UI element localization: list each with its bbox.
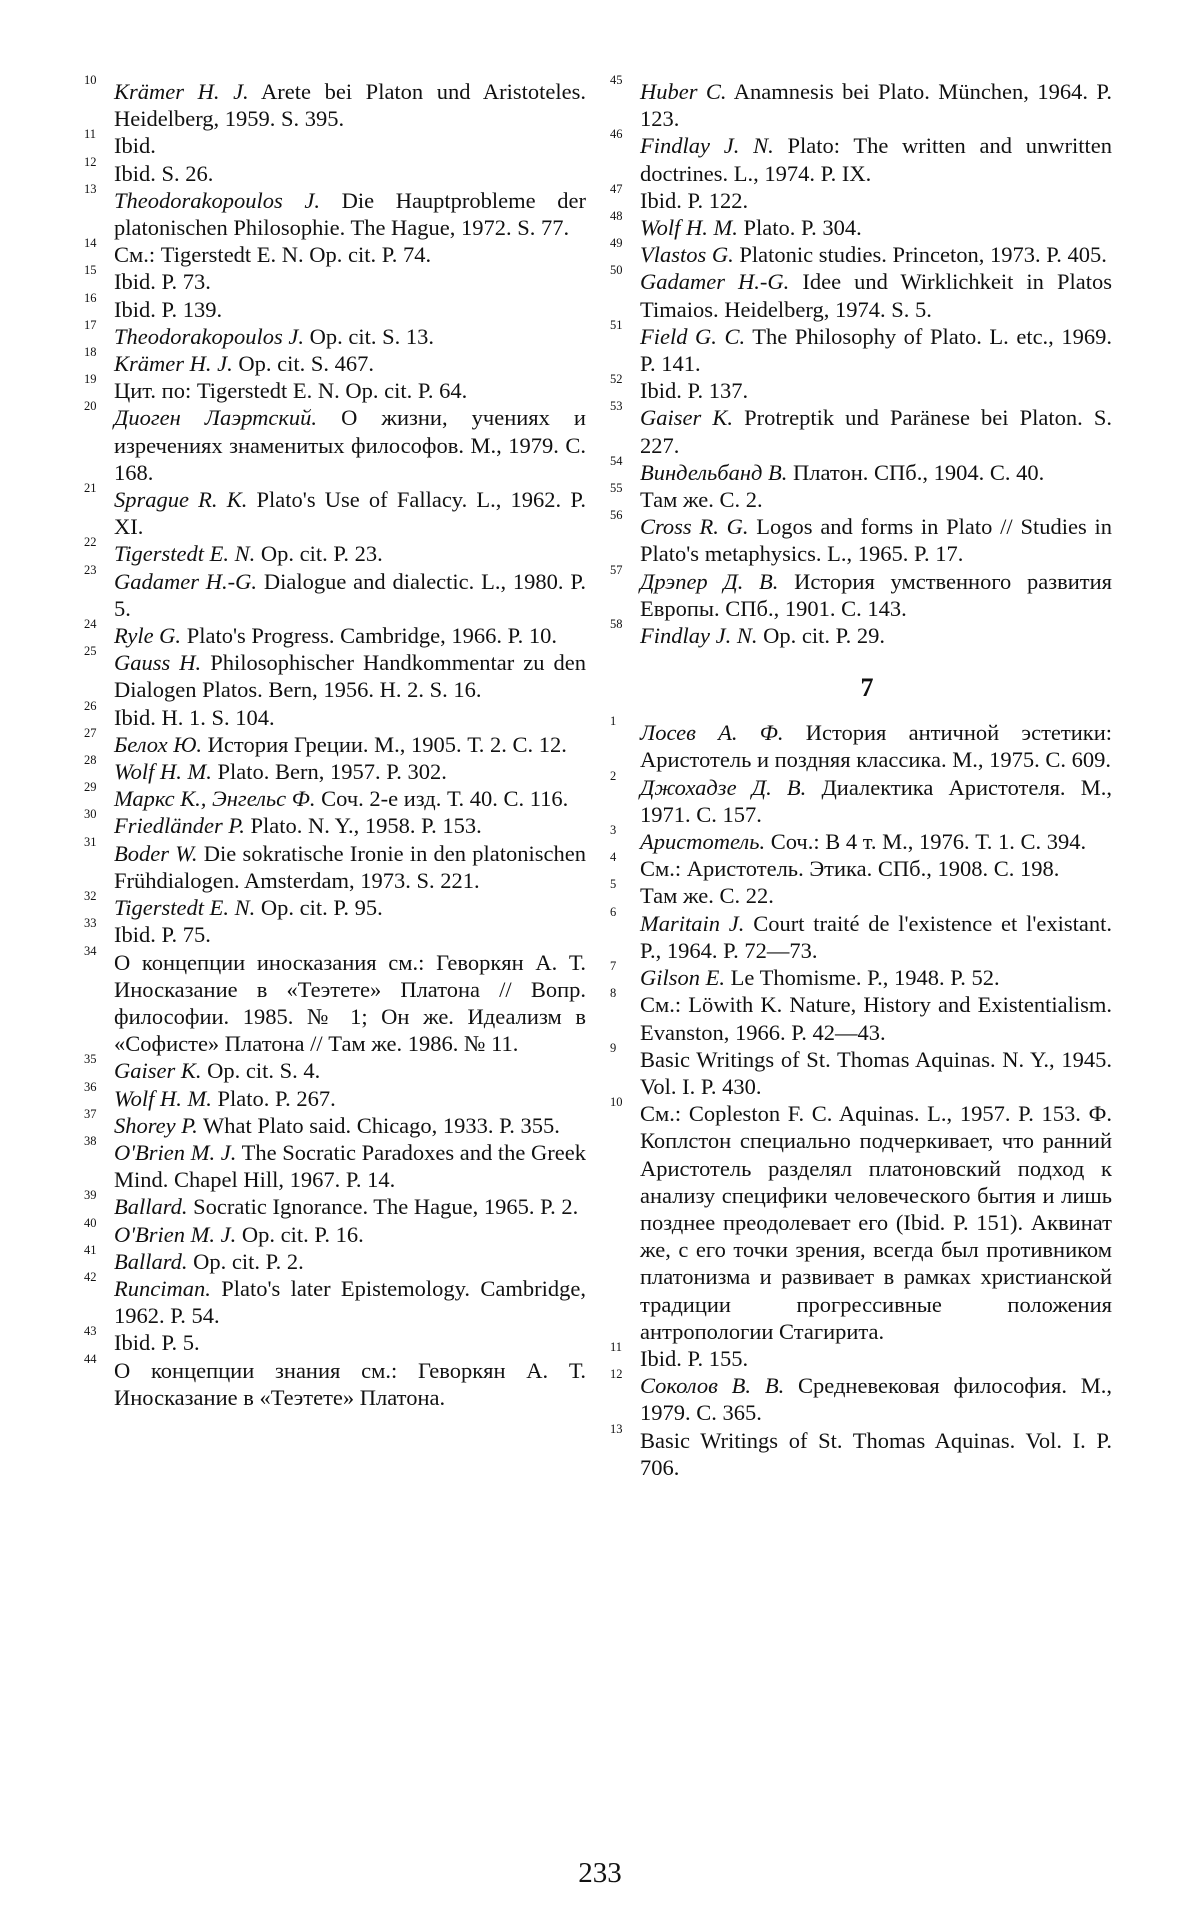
footnote-author: Gaiser K.	[114, 1058, 202, 1084]
footnote-number: 25	[84, 644, 97, 659]
footnote	[610, 372, 1112, 404]
footnote-text: Op. cit. P. 29.	[757, 623, 885, 649]
footnote-number: 42	[84, 1269, 97, 1284]
footnote	[610, 850, 1112, 882]
footnote	[84, 1215, 586, 1248]
footnote-number: 57	[610, 562, 623, 577]
footnote	[84, 916, 586, 948]
footnote	[84, 1106, 586, 1139]
footnote	[610, 399, 1112, 458]
footnote-text: Die Hauptprobleme der platonischen Philosophie. The Hague, 1972. S. 77.	[114, 187, 586, 241]
footnote	[610, 904, 1112, 964]
footnote-text: Socratic Ignorance. The Hague, 1965. P. 2.	[187, 1194, 579, 1220]
footnote	[84, 481, 586, 540]
footnote-text: Die sokratische Ironie in den platonischen Frühdialogen. Amsterdam, 1973. S. 221.	[114, 840, 586, 893]
footnote-number: 20	[84, 399, 97, 414]
footnote-number: 45	[610, 73, 623, 87]
footnote	[84, 889, 586, 921]
footnote	[84, 644, 586, 703]
footnote-number: 27	[84, 725, 97, 740]
footnote-text: Plato. N. Y., 1958. P. 153.	[244, 813, 482, 839]
footnote-author: Sprague R. K.	[114, 487, 248, 513]
footnote-text: Op. cit. S. 13.	[304, 323, 435, 349]
footnote	[610, 481, 1112, 513]
footnote-number: 28	[84, 753, 97, 768]
footnote-text: См.: Аристотель. Этика. СПб., 1908. С. 198.	[640, 856, 1060, 882]
footnote	[84, 73, 586, 132]
footnote-number: 34	[84, 943, 97, 958]
footnote-author: O'Brien M. J.	[114, 1139, 237, 1165]
footnote-author: Maritain J.	[640, 910, 745, 936]
footnote-number: 14	[84, 236, 97, 251]
footnote-text: Соч.: В 4 т. М., 1976. Т. 1. С. 394.	[765, 829, 1087, 855]
footnote-author: Маркс К., Энгельс Ф.	[114, 786, 316, 812]
footnote	[610, 263, 1112, 322]
footnote-number: 39	[84, 1188, 97, 1203]
footnote-text: Там же. С. 2.	[640, 487, 763, 513]
footnote-text: Средневековая философия. М., 1979. С. 365.	[640, 1373, 1113, 1426]
footnote-author: Tigerstedt E. N.	[114, 541, 256, 567]
footnote-author: Krämer H. J.	[114, 79, 249, 104]
footnote-author: Лосев А. Ф.	[640, 720, 784, 746]
footnote	[610, 181, 1112, 214]
footnote-text: Диалектика Аристотеля. М., 1971. С. 157.	[640, 774, 1112, 827]
footnote-number: 13	[610, 1421, 623, 1436]
footnote-text: Plato's Progress. Cambridge, 1966. P. 10.	[181, 623, 557, 649]
footnote-author: Theodorakopoulos J.	[114, 187, 320, 213]
footnote-text: Ibid. H. 1. S. 104.	[114, 704, 275, 730]
footnote-number: 50	[610, 263, 623, 278]
footnote-text: Plato. Bern, 1957. P. 302.	[211, 759, 447, 785]
notes-column-right	[610, 73, 1113, 1481]
footnote-text: Plato's Use of Fallacy. L., 1962. P. XI.	[114, 487, 586, 540]
footnote-author: Findlay J. N.	[640, 133, 774, 159]
footnote-text: The Socratic Paradoxes and the Greek Mind. Chapel Hill, 1967. P. 14.	[114, 1139, 587, 1193]
footnote-text: Ibid. P. 122.	[640, 187, 749, 213]
footnote-author: Wolf H. M.	[640, 215, 738, 241]
footnote-number: 58	[610, 617, 623, 632]
notes-list-chapter-7	[610, 714, 1113, 1481]
footnote-number: 30	[84, 807, 97, 822]
footnote-number: 44	[84, 1351, 97, 1366]
footnote	[84, 1351, 586, 1411]
footnote-text: Ibid. P. 73.	[114, 269, 211, 295]
footnote	[610, 127, 1113, 186]
footnote-number: 33	[84, 916, 97, 931]
footnote-number: 41	[84, 1242, 97, 1257]
footnote-author: Gauss H.	[114, 650, 202, 676]
footnote-text: См.: Löwith K. Nature, History and Existentialism. Evanston, 1966. P. 42—43.	[640, 992, 1112, 1045]
footnote-number: 17	[84, 317, 97, 332]
footnote	[84, 1133, 587, 1193]
footnote	[610, 508, 1112, 567]
footnote	[84, 617, 586, 649]
footnote	[610, 209, 1112, 241]
footnote-number: 26	[84, 698, 97, 713]
footnote-text: Ibid. P. 139.	[114, 296, 223, 322]
footnote	[610, 1367, 1113, 1426]
footnote-author: O'Brien M. J.	[114, 1221, 237, 1247]
footnote-text: Соч. 2-е изд. Т. 40. С. 116.	[315, 786, 569, 812]
footnote	[84, 127, 586, 159]
footnote-number: 56	[610, 508, 623, 523]
footnote-number: 21	[84, 481, 97, 496]
footnote-number: 51	[610, 317, 623, 332]
notes-list-right	[610, 73, 1113, 649]
footnote-number: 18	[84, 345, 97, 360]
footnote	[84, 372, 586, 404]
footnote	[610, 453, 1112, 486]
footnote	[84, 1324, 586, 1356]
footnote-author: Krämer H. J.	[114, 351, 233, 377]
footnote-number: 11	[84, 127, 97, 142]
footnote-text: Op. cit. S. 467.	[232, 351, 375, 377]
chapter-heading: 7	[860, 673, 874, 703]
footnote-author: Theodorakopoulos J.	[114, 323, 304, 349]
footnote-number: 38	[84, 1133, 97, 1148]
footnote-author: Gilson E.	[640, 965, 726, 991]
footnote-author: Huber C.	[640, 79, 727, 104]
footnote-author: Wolf H. M.	[114, 1085, 212, 1111]
footnote-author: Gaiser K.	[640, 405, 733, 431]
footnote-text: Plato. P. 304.	[737, 215, 862, 241]
footnote-author: Friedländer P.	[114, 813, 245, 839]
footnote	[610, 986, 1112, 1045]
footnote-text: См.: Copleston F. C. Aquinas. L., 1957. P. 153. Ф. Коплстон специально подчеркивает, что ранний Аристотель разделял платоновский подход к анализу специфики человеческого бытия и лишь позднее преодолевает его (Ibid. P. 151). Аквинат же, с его точки зрения, всегда был противником платонизма и развивает в рамках христианской традиции прогрессивные положения антропологии Стагирита.	[640, 1101, 1112, 1344]
footnote-text: Basic Writings of St. Thomas Aquinas. Vol. I. P. 706.	[640, 1427, 1112, 1480]
footnote	[84, 1079, 586, 1112]
footnote-number: 53	[610, 399, 623, 414]
footnote	[610, 714, 1112, 773]
footnote-author: Ballard.	[114, 1194, 188, 1220]
footnote	[610, 562, 1112, 622]
footnote-number: 12	[84, 154, 97, 169]
footnote	[84, 1242, 586, 1275]
footnote-number: 55	[610, 481, 623, 496]
footnote-text: Dialogue and dialectic. L., 1980. P. 5.	[114, 568, 586, 621]
footnote-number: 35	[84, 1052, 97, 1067]
footnote-number: 54	[610, 453, 623, 468]
footnote	[610, 1339, 1112, 1372]
footnote	[610, 1040, 1112, 1100]
footnote-number: 7	[610, 959, 617, 974]
footnote-number: 6	[610, 904, 617, 919]
footnote	[84, 1052, 586, 1084]
footnote-author: Виндельбанд В.	[640, 459, 788, 485]
footnote-number: 43	[84, 1324, 97, 1339]
footnote	[84, 399, 586, 486]
footnote-author: Ryle G.	[114, 623, 182, 649]
footnote-text: Ibid. P. 75.	[114, 922, 211, 948]
footnote-text: Op. cit. P. 16.	[236, 1221, 364, 1247]
footnote-number: 48	[610, 209, 623, 224]
footnote	[610, 823, 1112, 855]
footnote-text: Protreptik und Paränese bei Platon. S. 227.	[640, 405, 1112, 458]
footnote-author: Vlastos G.	[640, 242, 734, 268]
footnote-text: О концепции знания см.: Геворкян А. Т. Иносказание в «Теэтете» Платона.	[114, 1357, 586, 1410]
footnote-author: Boder W.	[114, 840, 198, 866]
footnote-author: Shorey P.	[114, 1112, 198, 1138]
footnote-number: 22	[84, 535, 97, 550]
footnote-text: Ibid. P. 155.	[640, 1345, 749, 1371]
footnote	[84, 753, 586, 785]
footnote-text: Платон. СПб., 1904. С. 40.	[787, 459, 1045, 485]
footnote-author: Tigerstedt E. N.	[114, 895, 256, 921]
footnote-text: Plato: The written and unwritten doctrines. L., 1974. P. IX.	[640, 133, 1113, 186]
footnote	[610, 617, 1112, 649]
footnote-number: 19	[84, 372, 97, 387]
footnote-number: 13	[84, 181, 97, 196]
footnote-text: См.: Tigerstedt E. N. Op. cit. P. 74.	[114, 242, 432, 268]
footnote	[84, 263, 586, 295]
footnote-author: Соколов В. В.	[640, 1373, 785, 1399]
footnote-text: О жизни, учениях и изречениях знаменитых философов. М., 1979. С. 168.	[114, 405, 586, 485]
footnote-text: Platonic studies. Princeton, 1973. P. 405.	[733, 242, 1107, 268]
footnote	[84, 698, 586, 731]
footnote-number: 31	[84, 834, 97, 849]
footnote-author: Runciman.	[114, 1275, 211, 1301]
footnote-author: Дрэпер Д. В.	[640, 568, 779, 594]
footnote-text: Op. cit. P. 95.	[255, 895, 383, 921]
footnote-number: 9	[610, 1040, 617, 1055]
footnote-text: История Греции. М., 1905. Т. 2. С. 12.	[202, 731, 567, 757]
footnote-number: 10	[610, 1095, 623, 1110]
footnote	[84, 236, 586, 268]
footnote-text: Ibid. P. 5.	[114, 1330, 200, 1356]
page-number: 233	[578, 1857, 622, 1889]
footnote	[84, 780, 586, 812]
footnote-text: Там же. С. 22.	[640, 883, 774, 909]
footnote-number: 4	[610, 850, 617, 865]
footnote	[84, 1269, 586, 1329]
footnote	[84, 290, 586, 323]
footnote-text: Plato's later Epistemology. Cambridge, 1962. P. 54.	[114, 1275, 586, 1329]
footnote-number: 52	[610, 372, 623, 387]
footnote	[84, 834, 586, 894]
footnote-text: Le Thomisme. P., 1948. P. 52.	[725, 965, 1000, 991]
footnote-text: Anamnesis bei Plato. München, 1964. P. 123.	[640, 79, 1113, 132]
footnote-number: 12	[610, 1367, 623, 1382]
footnote	[610, 959, 1112, 991]
footnote	[84, 562, 586, 622]
footnote	[610, 877, 1112, 909]
footnote	[610, 236, 1112, 268]
footnote	[84, 317, 586, 350]
footnote-text: Logos and forms in Plato // Studies in Plato's metaphysics. L., 1965. P. 17.	[640, 514, 1112, 567]
footnote-text: О концепции иносказания см.: Геворкян А. Т. Иносказание в «Теэтете» Платона // Вопр. философии. 1985. № 1; Он же. Идеализм в «Софисте» Платона // Там же. 1986. № 11.	[114, 949, 586, 1057]
footnote-text: Court traité de l'existence et l'existant. P., 1964. P. 72—73.	[640, 910, 1112, 963]
footnote-number: 29	[84, 780, 97, 795]
footnote-author: Аристотель.	[640, 829, 766, 855]
footnote-number: 2	[610, 768, 617, 783]
footnote	[84, 154, 586, 187]
footnote-text: Basic Writings of St. Thomas Aquinas. N. Y., 1945. Vol. I. P. 430.	[640, 1046, 1112, 1099]
footnote-number: 36	[84, 1079, 97, 1094]
footnote-author: Gadamer H.-G.	[114, 568, 258, 594]
footnote	[610, 768, 1112, 828]
footnote-author: Wolf H. M.	[114, 759, 212, 785]
footnote-number: 11	[610, 1339, 623, 1354]
footnote-number: 16	[84, 290, 97, 305]
footnote-author: Джохадзе Д. В.	[640, 774, 807, 800]
footnote-text: История умственного развития Европы. СПб., 1901. С. 143.	[640, 568, 1112, 621]
footnote	[84, 535, 586, 567]
footnote-author: Диоген Лаэртский.	[114, 405, 318, 431]
footnote	[84, 1188, 586, 1220]
footnote-number: 32	[84, 889, 97, 904]
footnote-text: Ibid. P. 137.	[640, 378, 749, 404]
notes-column-left	[84, 73, 587, 1411]
footnote-author: Findlay J. N.	[640, 623, 758, 649]
footnote-number: 5	[610, 877, 617, 892]
footnote	[84, 181, 586, 241]
footnote-text: Op. cit. P. 23.	[255, 541, 383, 567]
footnote-number: 40	[84, 1215, 97, 1230]
footnote-text: Op. cit. S. 4.	[201, 1058, 321, 1084]
footnote-author: Cross R. G.	[640, 514, 749, 540]
footnote-author: Ballard.	[114, 1248, 188, 1274]
footnote-text: Op. cit. P. 2.	[187, 1248, 304, 1274]
footnote-text: Philosophischer Handkommentar zu den Dialogen Platos. Bern, 1956. H. 2. S. 16.	[114, 650, 586, 703]
footnote-text: Ibid. S. 26.	[114, 160, 214, 186]
footnote-number: 46	[610, 127, 623, 142]
footnote	[84, 345, 586, 377]
footnote	[84, 807, 586, 839]
footnote	[610, 1421, 1112, 1481]
footnote-text: What Plato said. Chicago, 1933. P. 355.	[197, 1112, 560, 1138]
footnote-author: Белох Ю.	[114, 731, 203, 757]
footnote-number: 10	[84, 73, 97, 87]
footnote-number: 49	[610, 236, 623, 251]
footnote	[84, 725, 586, 758]
footnote-author: Field G. C.	[640, 323, 746, 349]
footnote-text: Arete bei Platon und Aristoteles. Heidelberg, 1959. S. 395.	[114, 79, 586, 132]
footnote-number: 3	[610, 823, 617, 838]
footnote-text: The Philosophy of Plato. L. etc., 1969. P. 141.	[640, 323, 1112, 377]
footnote	[84, 943, 586, 1058]
footnote-number: 8	[610, 986, 617, 1001]
footnote-number: 47	[610, 181, 623, 196]
footnote	[610, 317, 1112, 377]
footnote-text: История античной эстетики: Аристотель и поздняя классика. М., 1975. С. 609.	[640, 720, 1112, 773]
footnote-text: Idee und Wirklichkeit in Platos Timaios. Heidelberg, 1974. S. 5.	[640, 269, 1112, 322]
footnote-text: Plato. P. 267.	[211, 1085, 336, 1111]
footnote-author: Gadamer H.-G.	[640, 269, 790, 295]
footnote-text: Ibid.	[114, 133, 156, 159]
footnote	[610, 73, 1113, 132]
footnote-text: Цит. по: Tigerstedt E. N. Op. cit. P. 64.	[114, 378, 468, 404]
footnote-number: 37	[84, 1106, 97, 1121]
footnote-number: 1	[610, 714, 617, 729]
footnote-number: 15	[84, 263, 97, 278]
footnote-number: 23	[84, 562, 97, 577]
footnote	[610, 1095, 1112, 1345]
footnote-number: 24	[84, 617, 97, 632]
